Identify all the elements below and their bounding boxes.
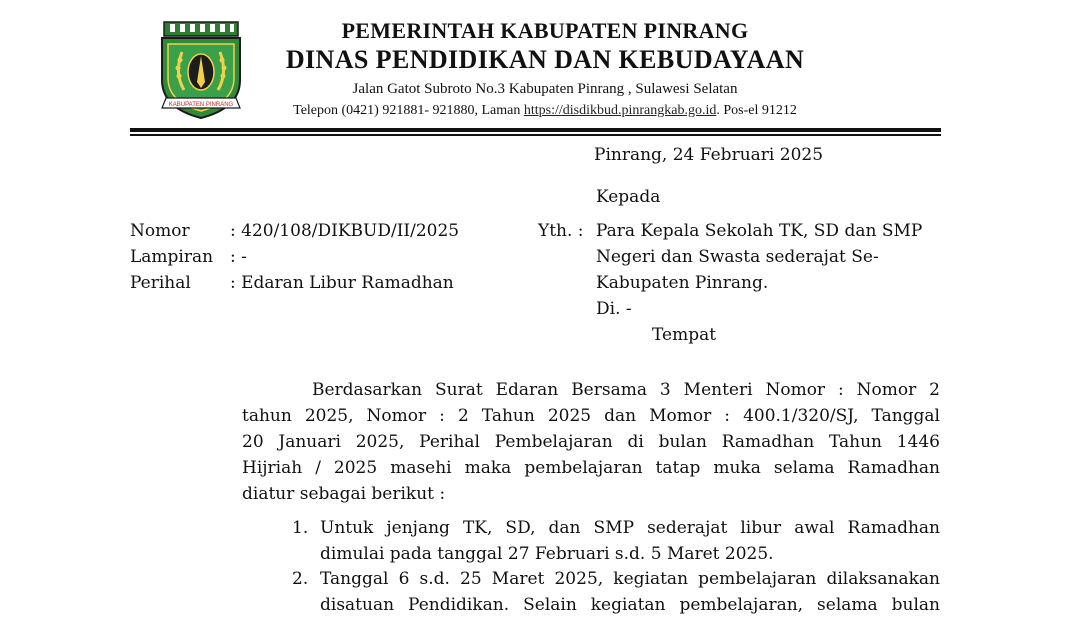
item-line: Untuk jenjang TK, SD, dan SMP sederajat libur awal Ramadhan — [320, 518, 940, 538]
perihal-label: Perihal — [130, 273, 191, 293]
contact-prefix: Telepon (0421) 921881- 921880, Laman — [293, 103, 524, 118]
yth-label: Yth. : — [538, 221, 584, 241]
recipient-line: Negeri dan Swasta sederajat Se- — [596, 247, 879, 267]
logo-caption: KABUPATEN PINRANG — [168, 102, 234, 108]
item-number: 1. — [292, 518, 309, 538]
nomor-value: : 420/108/DIKBUD/II/2025 — [230, 221, 460, 241]
letterhead-contact — [260, 103, 830, 119]
item-line: disatuan Pendidikan. Selain kegiatan pembelajaran, selama bulan — [320, 595, 940, 615]
recipient-line: Para Kepala Sekolah TK, SD dan SMP — [596, 221, 923, 241]
paragraph-line: Hijriah / 2025 masehi maka pembelajaran tatap muka selama Ramadhan — [242, 458, 940, 478]
perihal-value: : Edaran Libur Ramadhan — [230, 273, 454, 293]
letterhead-rule-thick — [130, 128, 941, 132]
letterhead-rule-thin — [130, 134, 941, 136]
lampiran-value: : - — [230, 247, 247, 267]
tempat-label: Tempat — [652, 325, 717, 345]
paragraph-line: 20 Januari 2025, Perihal Pembelajaran di bulan Ramadhan Tahun 1446 — [242, 432, 940, 452]
contact-suffix: . Pos-el 91212 — [716, 103, 797, 118]
paragraph-line: diatur sebagai berikut : — [242, 484, 446, 504]
letterhead-address: Jalan Gatot Subroto No.3 Kabupaten Pinrang , Sulawesi Selatan — [352, 81, 738, 97]
kabupaten-pinrang-emblem-icon — [156, 18, 246, 120]
item-line: dimulai pada tanggal 27 Februari s.d. 5 Maret 2025. — [320, 544, 774, 564]
lampiran-label: Lampiran — [130, 247, 214, 267]
recipient-line: Kabupaten Pinrang. — [596, 273, 769, 293]
website-link[interactable]: https://disdikbud.pinrangkab.go.id — [523, 103, 717, 118]
nomor-label: Nomor — [130, 221, 190, 241]
item-number: 2. — [292, 569, 309, 589]
place-date: Pinrang, 24 Februari 2025 — [594, 145, 824, 165]
letterhead-office-name: DINAS PENDIDIKAN DAN KEBUDAYAAN — [285, 45, 805, 74]
letterhead-government-name: PEMERINTAH KABUPATEN PINRANG — [341, 18, 749, 43]
paragraph-line: tahun 2025, Nomor : 2 Tahun 2025 dan Momor : 400.1/320/SJ, Tanggal — [242, 406, 940, 426]
kepada-label: Kepada — [596, 187, 661, 207]
item-line: Tanggal 6 s.d. 25 Maret 2025, kegiatan pembelajaran dilaksanakan — [320, 569, 940, 589]
recipient-line: Di. - — [596, 299, 632, 319]
paragraph-line: Berdasarkan Surat Edaran Bersama 3 Menteri Nomor : Nomor 2 — [312, 380, 940, 400]
